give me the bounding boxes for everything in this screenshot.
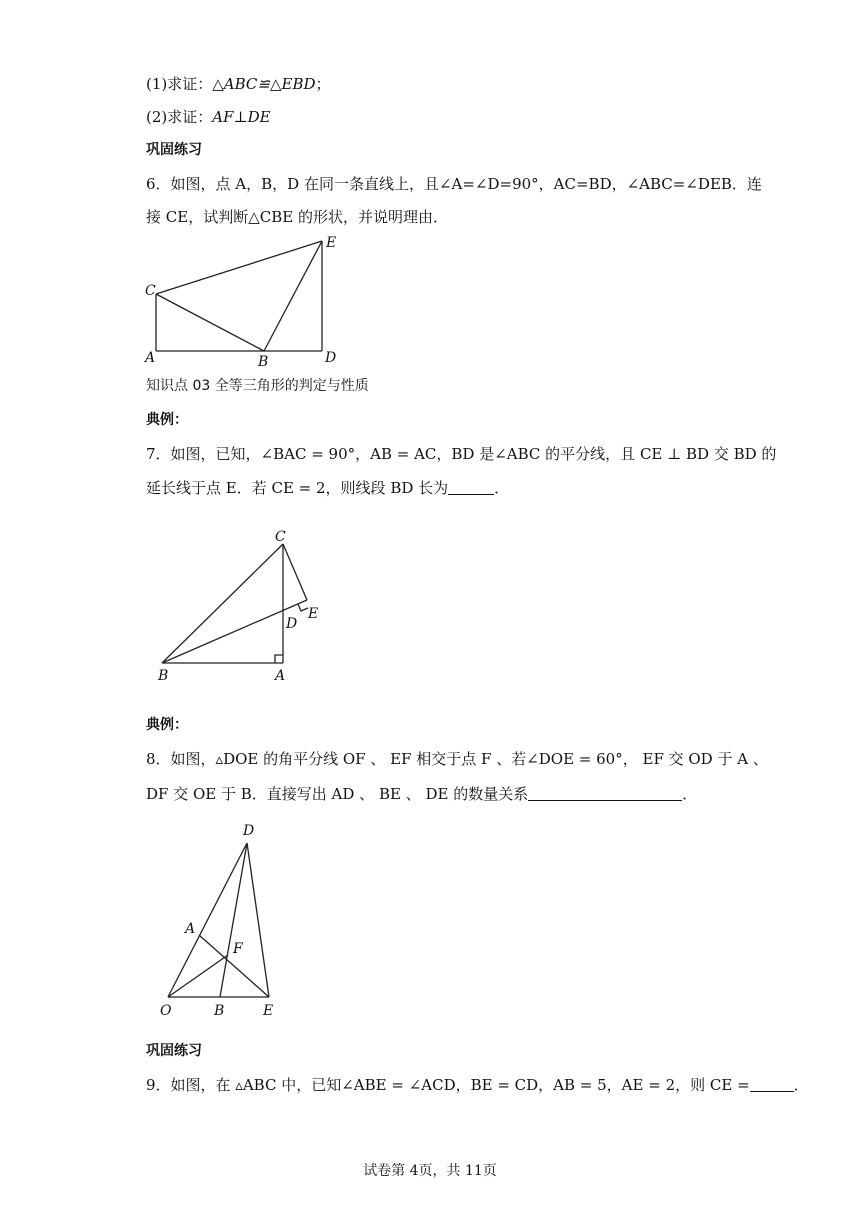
example-label-1: 典例： bbox=[146, 412, 188, 428]
fig7-label-D: D bbox=[286, 616, 298, 632]
fig8-label-B: B bbox=[214, 1003, 225, 1019]
fig8-label-D: D bbox=[243, 823, 255, 839]
q9-line1 bbox=[146, 1075, 809, 1095]
fig6-label-C: C bbox=[145, 283, 156, 299]
q8-line2-end: ． bbox=[682, 785, 698, 803]
q9-line1-end: ． bbox=[793, 1076, 809, 1094]
q9-answer-blank[interactable] bbox=[750, 1077, 794, 1092]
fig7-label-C: C bbox=[275, 529, 286, 545]
q7-line2-text: 延长线于点 E．若 CE = 2，则线段 BD 长为 bbox=[146, 479, 449, 497]
q9-line1-text: 9．如图，在 ▵ABC 中，已知∠ABE = ∠ACD，BE = CD，AB = 5，AE = 2，则 CE = bbox=[146, 1076, 750, 1094]
fig7-label-B: B bbox=[158, 668, 169, 684]
fig7-label-E: E bbox=[308, 606, 319, 622]
section-practice-1: 巩固练习 bbox=[146, 142, 202, 158]
q8-line2-text: DF 交 OE 于 B．直接写出 AD 、 BE 、 DE 的数量关系 bbox=[146, 785, 529, 803]
fig8-label-O: O bbox=[160, 1003, 172, 1019]
fig6-label-B: B bbox=[258, 354, 269, 370]
fig6-label-D: D bbox=[325, 350, 337, 366]
q5-part1-prefix: (1)求证： bbox=[146, 75, 213, 93]
q7-line1: 7．如图，已知，∠BAC = 90°，AB = AC，BD 是∠ABC 的平分线，且 CE ⊥ BD 交 BD 的 bbox=[146, 445, 777, 463]
seg-OD bbox=[168, 843, 247, 997]
q8-line1: 8．如图，▵DOE 的角平分线 OF 、 EF 相交于点 F 、若∠DOE = 60°， EF 交 OD 于 A 、 bbox=[146, 750, 768, 768]
fig8-label-E: E bbox=[263, 1003, 274, 1019]
q5-part1-suffix: ； bbox=[315, 75, 331, 93]
fig8-label-A: A bbox=[185, 921, 196, 937]
seg-DE bbox=[247, 843, 269, 997]
knowledge-point: 知识点 03 全等三角形的判定与性质 bbox=[146, 378, 369, 394]
q5-part2-math: AF⊥DE bbox=[212, 108, 271, 126]
fig7-label-A: A bbox=[275, 668, 286, 684]
seg-OF bbox=[168, 955, 228, 997]
fig6-label-E: E bbox=[326, 235, 337, 251]
section-practice-2: 巩固练习 bbox=[146, 1043, 202, 1059]
example-label-2: 典例： bbox=[146, 717, 188, 733]
fig8-label-F: F bbox=[233, 941, 243, 957]
page-footer: 试卷第 4页，共 11页 bbox=[363, 1163, 497, 1179]
q6-line1: 6．如图，点 A，B，D 在同一条直线上，且∠A=∠D=90°，AC=BD，∠ABC=∠DEB．连 bbox=[146, 175, 762, 193]
q7-line2-end: ． bbox=[494, 479, 510, 497]
q5-part1-math: △ABC≌△EBD bbox=[212, 75, 316, 93]
fig6-label-A: A bbox=[145, 350, 156, 366]
q5-part2-prefix: (2)求证： bbox=[146, 108, 213, 126]
q6-line2: 接 CE，试判断△CBE 的形状，并说明理由． bbox=[146, 208, 448, 226]
